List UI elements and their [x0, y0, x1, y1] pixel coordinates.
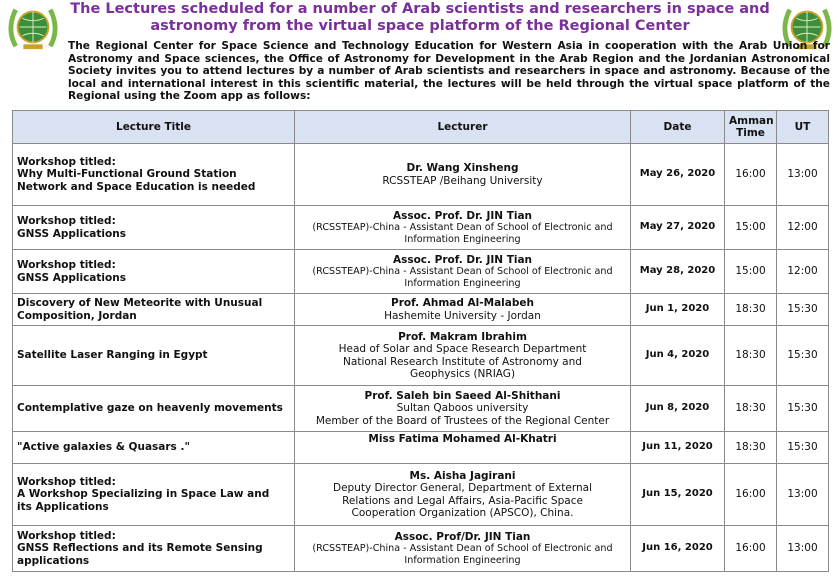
lecture-title-line: Discovery of New Meteorite with Unusual: [17, 297, 263, 310]
lecture-date: Jun 15, 2020: [631, 464, 725, 526]
ut-time: 13:00: [777, 464, 829, 526]
ut-time: 12:00: [777, 206, 829, 250]
ut-time: 15:30: [777, 294, 829, 326]
ut-time: 15:30: [777, 432, 829, 464]
lecturer-name: Prof. Makram Ibrahim: [398, 330, 527, 343]
amman-time: 15:00: [725, 206, 777, 250]
lecturer-cell: [295, 386, 631, 432]
lecture-title-cell: [13, 206, 295, 250]
lecturer-affiliation: Information Engineering: [404, 554, 521, 566]
lecture-title-cell: [13, 250, 295, 294]
header-lecture-title: Lecture Title: [13, 111, 295, 144]
lecturer-affiliation: Sultan Qaboos university: [396, 402, 529, 415]
lecture-title-cell: [13, 432, 295, 464]
lecturer-cell: [295, 206, 631, 250]
amman-time: 18:30: [725, 432, 777, 464]
lecturer-affiliation: Information Engineering: [404, 233, 521, 245]
table-row: [13, 386, 829, 432]
lecture-title-cell: [13, 526, 295, 572]
table-row: [13, 464, 829, 526]
table-row: [13, 432, 829, 464]
lecturer-affiliation: Information Engineering: [404, 277, 521, 289]
lecturer-name: Assoc. Prof. Dr. JIN Tian: [392, 253, 533, 266]
lecture-title-cell: [13, 326, 295, 386]
lecturer-cell: [295, 250, 631, 294]
lecturer-affiliation: (RCSSTEAP)-China - Assistant Dean of School of Electronic and: [312, 266, 613, 278]
lecturer-affiliation: National Research Institute of Astronomy and: [343, 355, 582, 368]
lecture-title-line: Satellite Laser Ranging in Egypt: [17, 349, 208, 362]
lecture-title-line: GNSS Reflections and its Remote Sensing: [17, 542, 263, 555]
lecturer-name: Dr. Wang Xinsheng: [406, 162, 519, 175]
lecture-title-cell: [13, 294, 295, 326]
lecturer-affiliation: Deputy Director General, Department of External: [332, 482, 592, 495]
lecturer-name: Prof. Saleh bin Saeed Al-Shithani: [364, 389, 561, 402]
lecturer-affiliation: Cooperation Organization (APSCO), China.: [351, 506, 574, 519]
lecture-date: Jun 11, 2020: [631, 432, 725, 464]
lecture-title-line: applications: [17, 554, 90, 567]
lecture-title-line: its Applications: [17, 500, 109, 513]
lecture-title-line: Why Multi-Functional Ground Station: [17, 168, 237, 181]
amman-time: 16:00: [725, 464, 777, 526]
amman-time: 18:30: [725, 294, 777, 326]
lecturer-affiliation: Hashemite University - Jordan: [384, 309, 541, 322]
regional-center-logo-left: [4, 2, 62, 52]
ut-time: 15:30: [777, 386, 829, 432]
lecture-title-line: GNSS Applications: [17, 271, 126, 284]
lecturer-cell: [295, 144, 631, 206]
lecture-title-cell: [13, 386, 295, 432]
table-row: [13, 250, 829, 294]
lecture-title-cell: [13, 464, 295, 526]
header-amman-time: Amman Time: [725, 111, 777, 144]
lecture-title-line: Composition, Jordan: [17, 309, 137, 322]
lecture-title-line: Workshop titled:: [17, 475, 116, 488]
lecture-schedule-table: [12, 110, 829, 572]
intro-paragraph: The Regional Center for Space Science and Technology Education for Western Asia in cooperation with the Arab Union for Astronomy and Space sciences, the Office of Astronomy for Development in the Arab Region and the Jordanian Astronomical Society invites you to attend lectures by a number of Arab scientists and researchers in space and astronomy. Because of the local and international interest in this scientific material, the lectures will be held through the virtual space platform of the Regional using the Zoom app as follows:: [68, 40, 830, 103]
header-date: Date: [631, 111, 725, 144]
lecturer-name: Assoc. Prof. Dr. JIN Tian: [392, 209, 533, 222]
lecture-date: Jun 4, 2020: [631, 326, 725, 386]
lecturer-affiliation: Geophysics (NRIAG): [409, 367, 516, 380]
amman-time: 16:00: [725, 526, 777, 572]
lecturer-cell: [295, 526, 631, 572]
lecture-title-line: "Active galaxies & Quasars .": [17, 441, 190, 454]
lecturer-cell: [295, 432, 631, 464]
table-row: [13, 326, 829, 386]
lecturer-name: Assoc. Prof/Dr. JIN Tian: [394, 530, 531, 543]
lecture-title-line: Workshop titled:: [17, 155, 116, 168]
amman-time: 18:30: [725, 386, 777, 432]
lecture-title-line: Network and Space Education is needed: [17, 180, 256, 193]
table-header-row: [13, 111, 829, 144]
ut-time: 15:30: [777, 326, 829, 386]
amman-time: 18:30: [725, 326, 777, 386]
lecturer-affiliation: Head of Solar and Space Research Department: [338, 343, 587, 356]
ut-time: 13:00: [777, 526, 829, 572]
lecture-title-line: A Workshop Specializing in Space Law and: [17, 488, 270, 501]
header-lecturer: Lecturer: [295, 111, 631, 144]
lecturer-name: Prof. Ahmad Al-Malabeh: [391, 297, 534, 310]
lecture-date: Jun 1, 2020: [631, 294, 725, 326]
lecture-title-line: Workshop titled:: [17, 215, 116, 228]
lecturer-affiliation: Relations and Legal Affairs, Asia-Pacific Space: [342, 494, 583, 507]
lecture-date: May 27, 2020: [631, 206, 725, 250]
lecture-title-line: GNSS Applications: [17, 227, 126, 240]
lecture-date: Jun 8, 2020: [631, 386, 725, 432]
title-line-1: The Lectures scheduled for a number of Arab scientists and researchers in space and: [70, 1, 770, 17]
table-row: [13, 294, 829, 326]
lecturer-cell: [295, 464, 631, 526]
header-ut: UT: [777, 111, 829, 144]
amman-time: 15:00: [725, 250, 777, 294]
lecturer-name: Miss Fatima Mohamed Al-Khatri: [368, 433, 557, 445]
lecturer-affiliation: (RCSSTEAP)-China - Assistant Dean of School of Electronic and: [312, 222, 613, 234]
table-row: [13, 144, 829, 206]
lecture-date: Jun 16, 2020: [631, 526, 725, 572]
lecturer-cell: [295, 294, 631, 326]
page-title: [70, 1, 770, 35]
lecture-date: May 28, 2020: [631, 250, 725, 294]
lecture-title-line: Workshop titled:: [17, 529, 116, 542]
table-row: [13, 526, 829, 572]
amman-time: 16:00: [725, 144, 777, 206]
lecture-title-cell: [13, 144, 295, 206]
lecturer-name: Ms. Aisha Jagirani: [409, 469, 516, 482]
lecturer-affiliation: Member of the Board of Trustees of the Regional Center: [315, 414, 610, 427]
lecturer-cell: [295, 326, 631, 386]
ut-time: 12:00: [777, 250, 829, 294]
ut-time: 13:00: [777, 144, 829, 206]
lecturer-affiliation: RCSSTEAP /Beihang University: [382, 174, 543, 187]
table-row: [13, 206, 829, 250]
lecture-title-line: Contemplative gaze on heavenly movements: [17, 402, 283, 415]
title-line-2: astronomy from the virtual space platform of the Regional Center: [150, 18, 690, 34]
lecture-date: May 26, 2020: [631, 144, 725, 206]
lecture-title-line: Workshop titled:: [17, 259, 116, 272]
lecturer-affiliation: (RCSSTEAP)-China - Assistant Dean of School of Electronic and: [312, 543, 613, 555]
